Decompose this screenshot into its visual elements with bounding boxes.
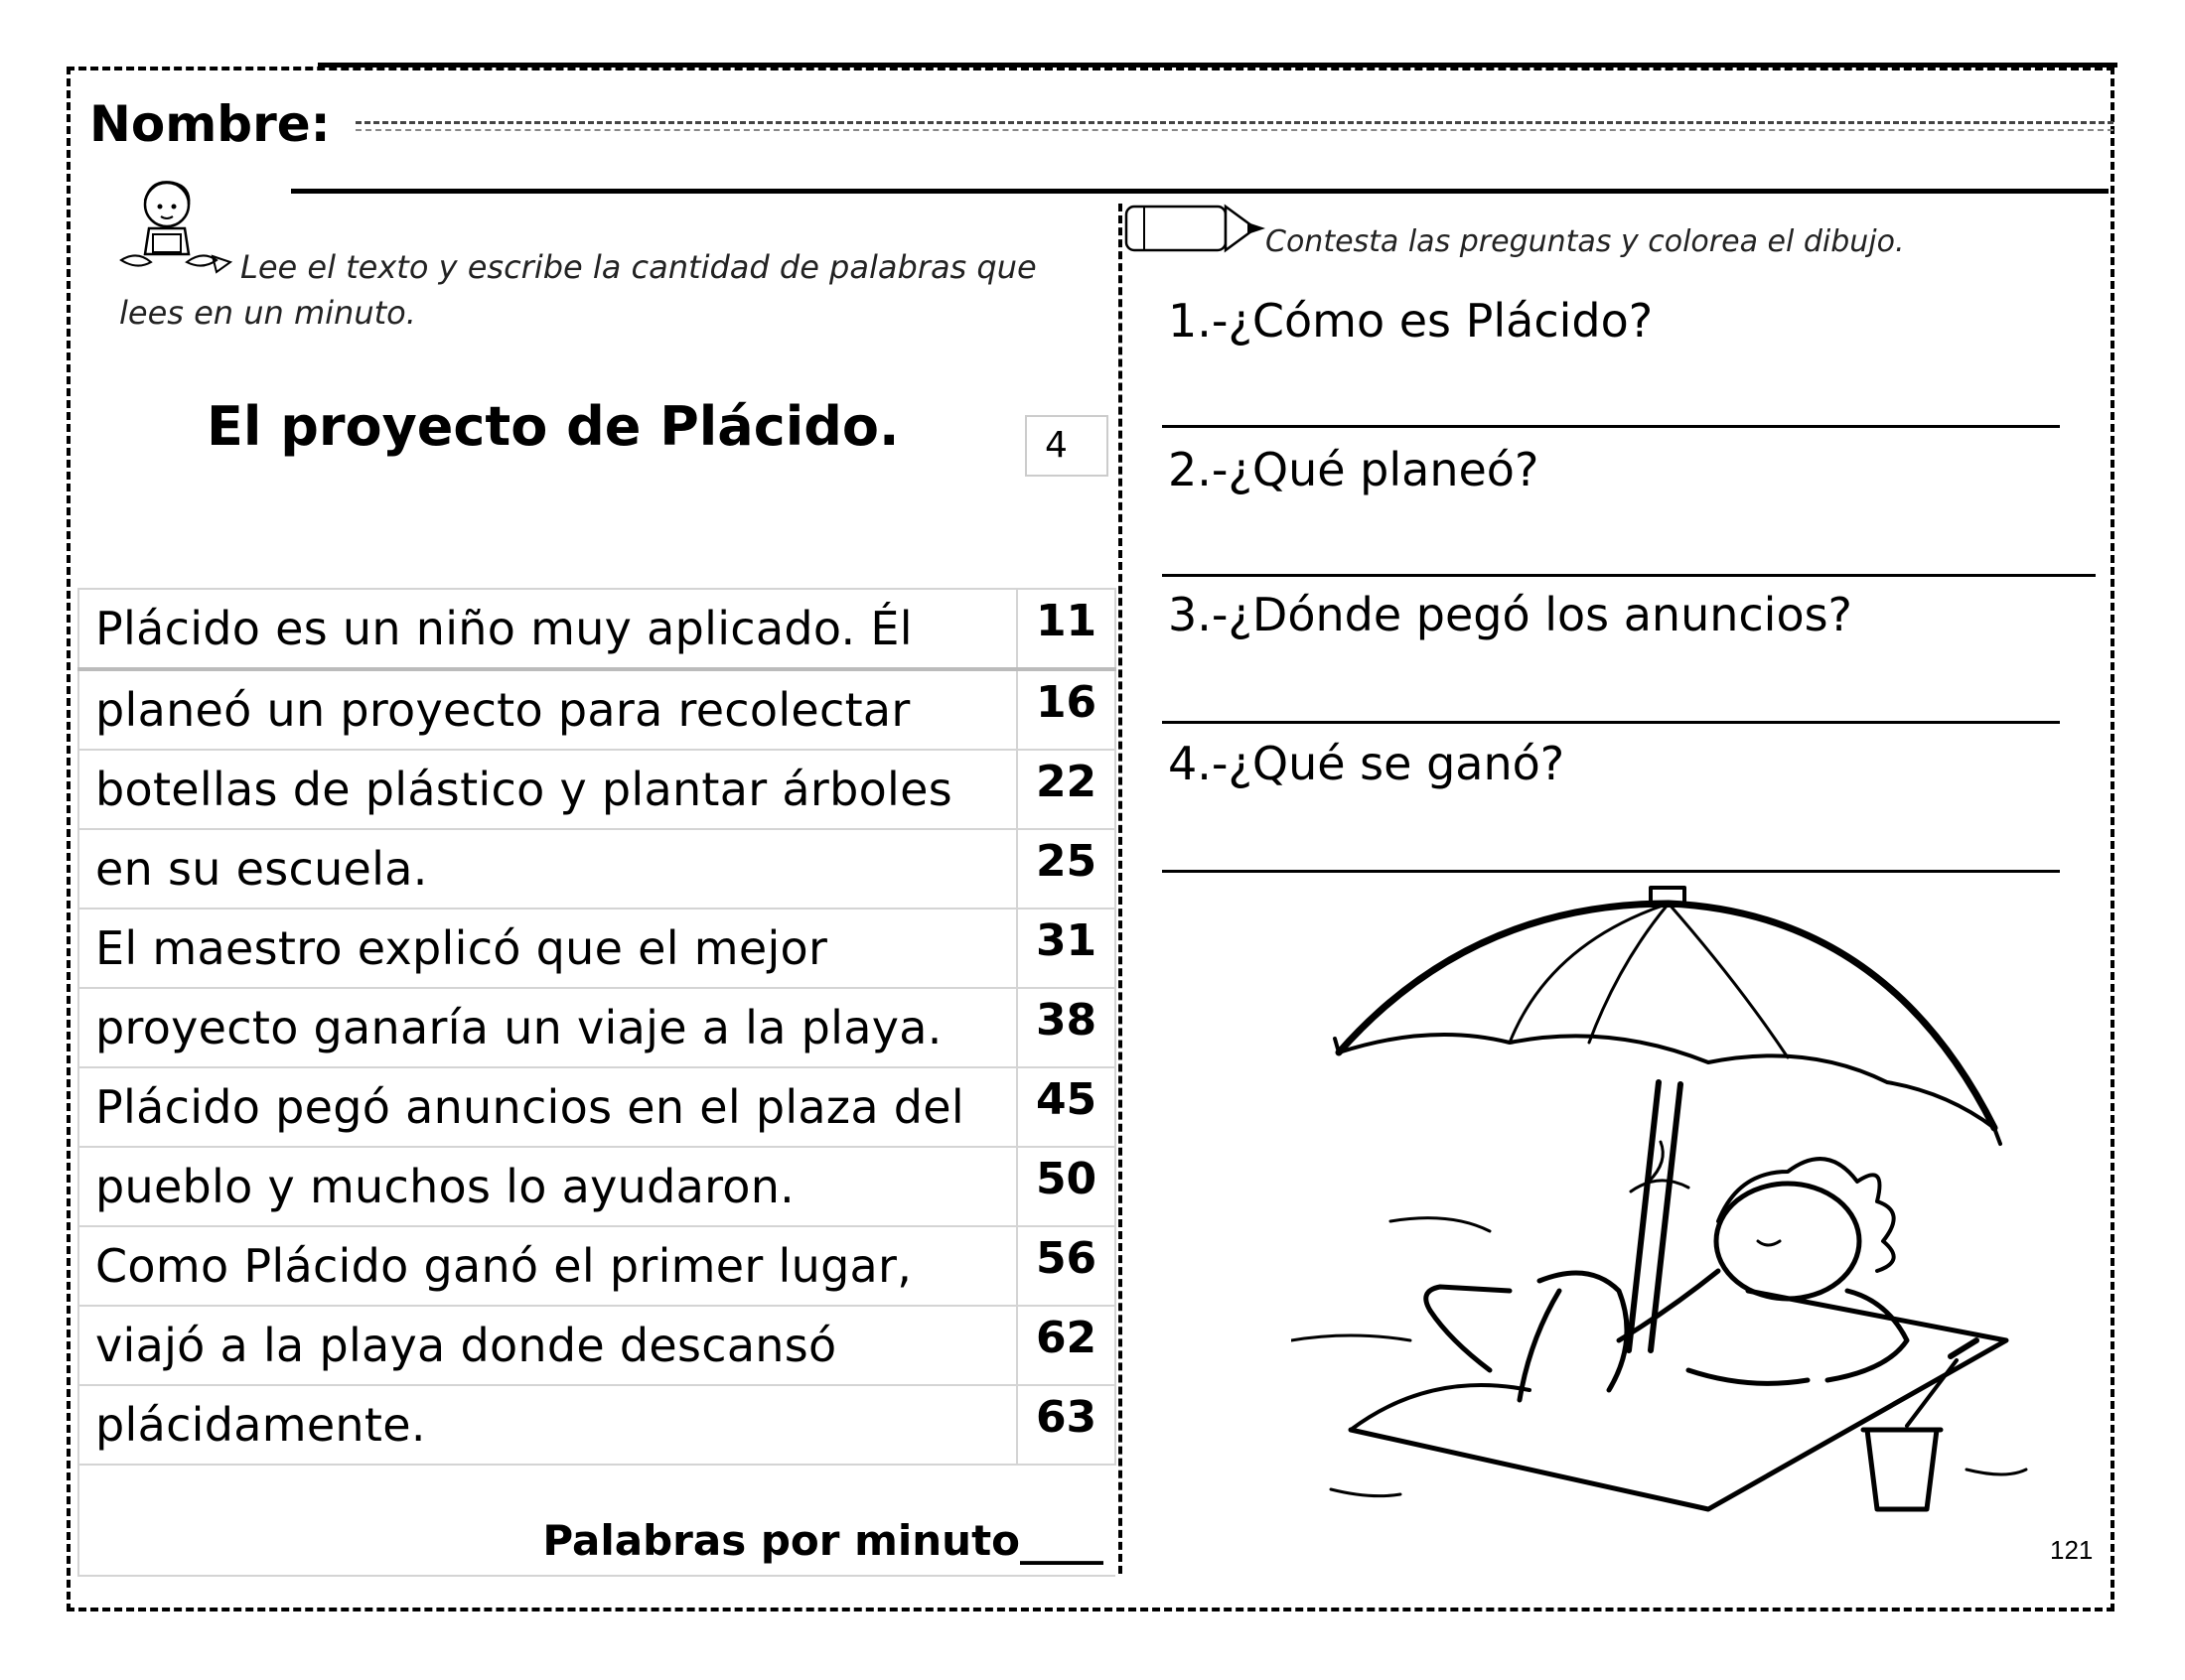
reading-line: botellas de plástico y plantar árboles bbox=[78, 750, 1017, 829]
word-count: 31 bbox=[1017, 909, 1115, 988]
answer-line-3[interactable] bbox=[1162, 721, 2060, 724]
answer-line-2[interactable] bbox=[1162, 574, 2096, 577]
table-row bbox=[78, 829, 1115, 909]
top-border-line bbox=[318, 63, 2117, 68]
reading-line: pueblo y muchos lo ayudaron. bbox=[78, 1147, 1017, 1226]
word-count: 38 bbox=[1017, 988, 1115, 1067]
table-row bbox=[78, 1147, 1115, 1226]
table-row bbox=[78, 1226, 1115, 1306]
reading-instruction: Lee el texto y escribe la cantidad de palabras que lees en un minuto. bbox=[119, 248, 1037, 332]
word-count: 63 bbox=[1017, 1385, 1115, 1465]
beach-umbrella-illustration bbox=[1291, 874, 2046, 1529]
table-row bbox=[78, 750, 1115, 829]
name-label: Nombre: bbox=[89, 95, 331, 153]
title-word-count: 4 bbox=[1025, 415, 1108, 477]
questions-instruction: Contesta las preguntas y colorea el dibujo. bbox=[1265, 224, 1905, 259]
reading-line: Como Plácido ganó el primer lugar, bbox=[78, 1226, 1017, 1306]
word-count: 11 bbox=[1017, 589, 1115, 669]
table-row bbox=[78, 909, 1115, 988]
word-count: 50 bbox=[1017, 1147, 1115, 1226]
question-1: 1.-¿Cómo es Plácido? bbox=[1168, 294, 1654, 348]
header-rule bbox=[291, 189, 2109, 194]
question-4: 4.-¿Qué se ganó? bbox=[1168, 737, 1565, 790]
word-count: 25 bbox=[1017, 829, 1115, 909]
question-3: 3.-¿Dónde pegó los anuncios? bbox=[1168, 588, 1852, 641]
column-divider bbox=[1118, 204, 1122, 1574]
table-footer-row bbox=[78, 1465, 1115, 1576]
pencil-icon bbox=[1122, 201, 1271, 256]
reading-line: planeó un proyecto para recolectar bbox=[78, 669, 1017, 750]
word-count: 22 bbox=[1017, 750, 1115, 829]
reading-line: proyecto ganaría un viaje a la playa. bbox=[78, 988, 1017, 1067]
footer-cell bbox=[78, 1465, 1115, 1576]
reading-line: viajó a la playa donde descansó bbox=[78, 1306, 1017, 1385]
reading-line: Plácido es un niño muy aplicado. Él bbox=[78, 589, 1017, 669]
table-row bbox=[78, 589, 1115, 669]
table-row bbox=[78, 1067, 1115, 1147]
table-row bbox=[78, 988, 1115, 1067]
word-count: 62 bbox=[1017, 1306, 1115, 1385]
reading-line: plácidamente. bbox=[78, 1385, 1017, 1465]
story-title: El proyecto de Plácido. bbox=[207, 395, 900, 458]
word-count: 45 bbox=[1017, 1067, 1115, 1147]
reading-line: Plácido pegó anuncios en el plaza del bbox=[78, 1067, 1017, 1147]
question-2: 2.-¿Qué planeó? bbox=[1168, 443, 1539, 496]
answer-line-4[interactable] bbox=[1162, 870, 2060, 873]
words-per-minute-field[interactable]: Palabras por minuto____ bbox=[542, 1516, 1103, 1565]
answer-line-1[interactable] bbox=[1162, 425, 2060, 428]
word-count: 56 bbox=[1017, 1226, 1115, 1306]
table-row bbox=[78, 1306, 1115, 1385]
table-row bbox=[78, 1385, 1115, 1465]
name-answer-line[interactable] bbox=[356, 121, 2113, 124]
reading-line: El maestro explicó que el mejor bbox=[78, 909, 1017, 988]
reading-table bbox=[77, 588, 1116, 1577]
page-number: 121 bbox=[2050, 1535, 2094, 1565]
table-row bbox=[78, 669, 1115, 750]
word-count: 16 bbox=[1017, 669, 1115, 750]
name-answer-line-secondary bbox=[356, 129, 2113, 131]
reading-line: en su escuela. bbox=[78, 829, 1017, 909]
